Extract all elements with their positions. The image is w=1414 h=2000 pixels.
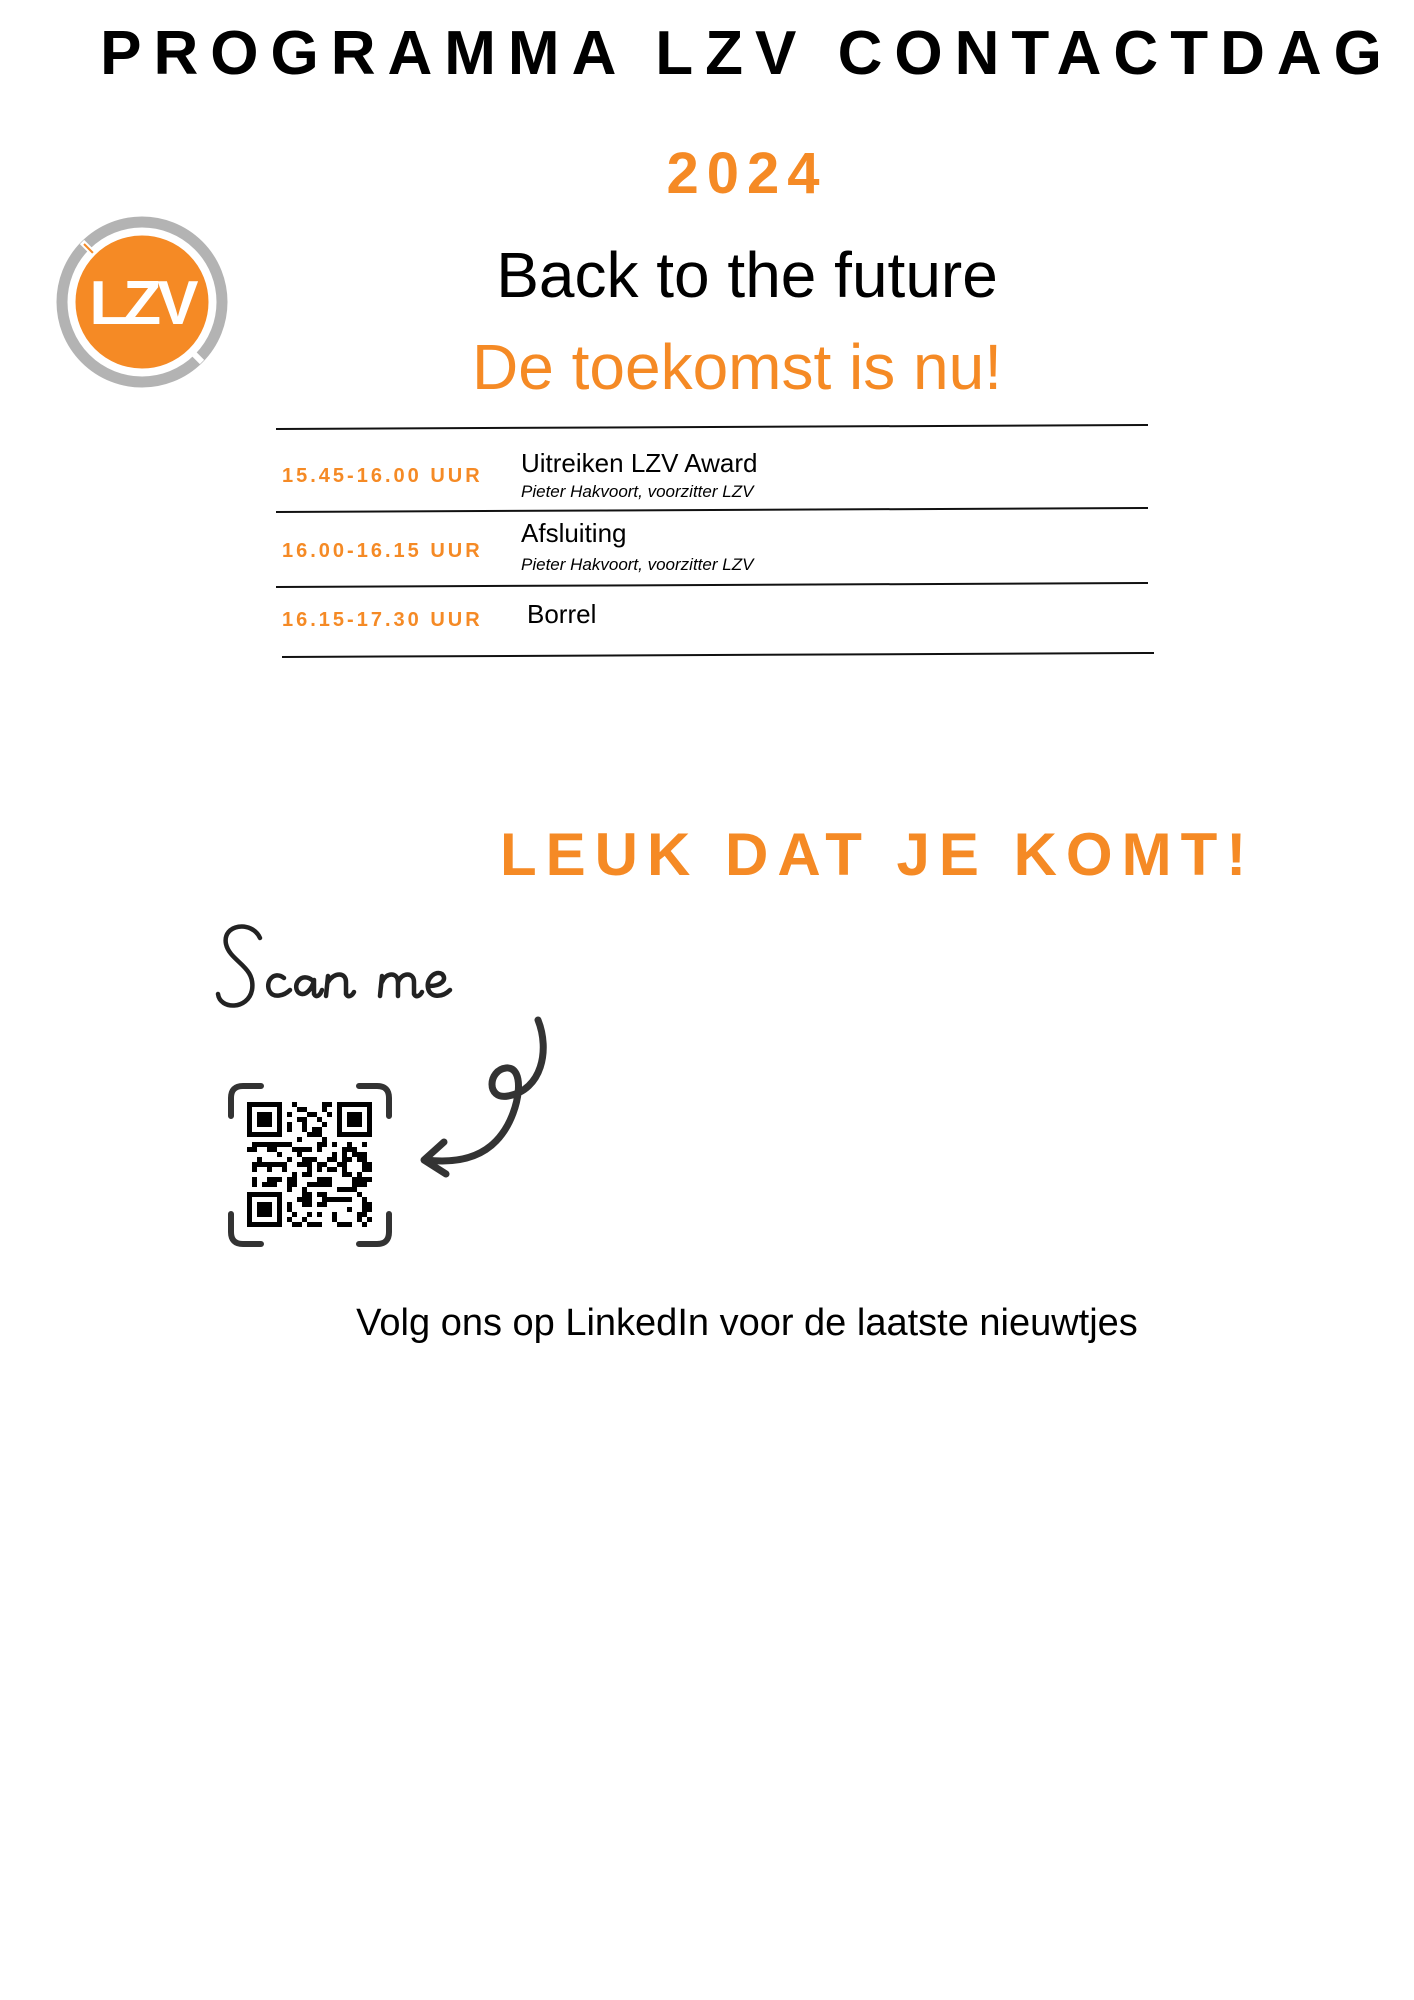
- row-speaker: Pieter Hakvoort, voorzitter LZV: [521, 482, 754, 501]
- event-year: 2024: [666, 141, 828, 206]
- row-speaker: Pieter Hakvoort, voorzitter LZV: [521, 555, 754, 574]
- row-time: 15.45-16.00 UUR: [282, 465, 483, 487]
- event-subtitle: Back to the future: [496, 239, 998, 311]
- qr-code-icon[interactable]: [227, 1082, 393, 1248]
- curly-arrow-icon: [410, 1010, 560, 1190]
- divider-line: [276, 508, 1148, 512]
- logo-text: LZV: [89, 269, 195, 338]
- row-title: Uitreiken LZV Award: [521, 448, 758, 478]
- welcome-text: LEUK DAT JE KOMT!: [500, 821, 1256, 888]
- linkedin-follow-text[interactable]: Volg ons op LinkedIn voor de laatste nieuwtjes: [356, 1302, 1138, 1344]
- row-time: 16.15-17.30 UUR: [282, 609, 483, 631]
- row-time: 16.00-16.15 UUR: [282, 540, 483, 562]
- divider-line: [276, 583, 1148, 587]
- row-title: Afsluiting: [521, 518, 627, 548]
- divider-line: [276, 425, 1148, 429]
- page-title: PROGRAMMA LZV CONTACTDAG: [100, 19, 1394, 88]
- divider-line: [282, 653, 1154, 657]
- row-title: Borrel: [527, 599, 597, 629]
- event-tagline: De toekomst is nu!: [472, 331, 1002, 403]
